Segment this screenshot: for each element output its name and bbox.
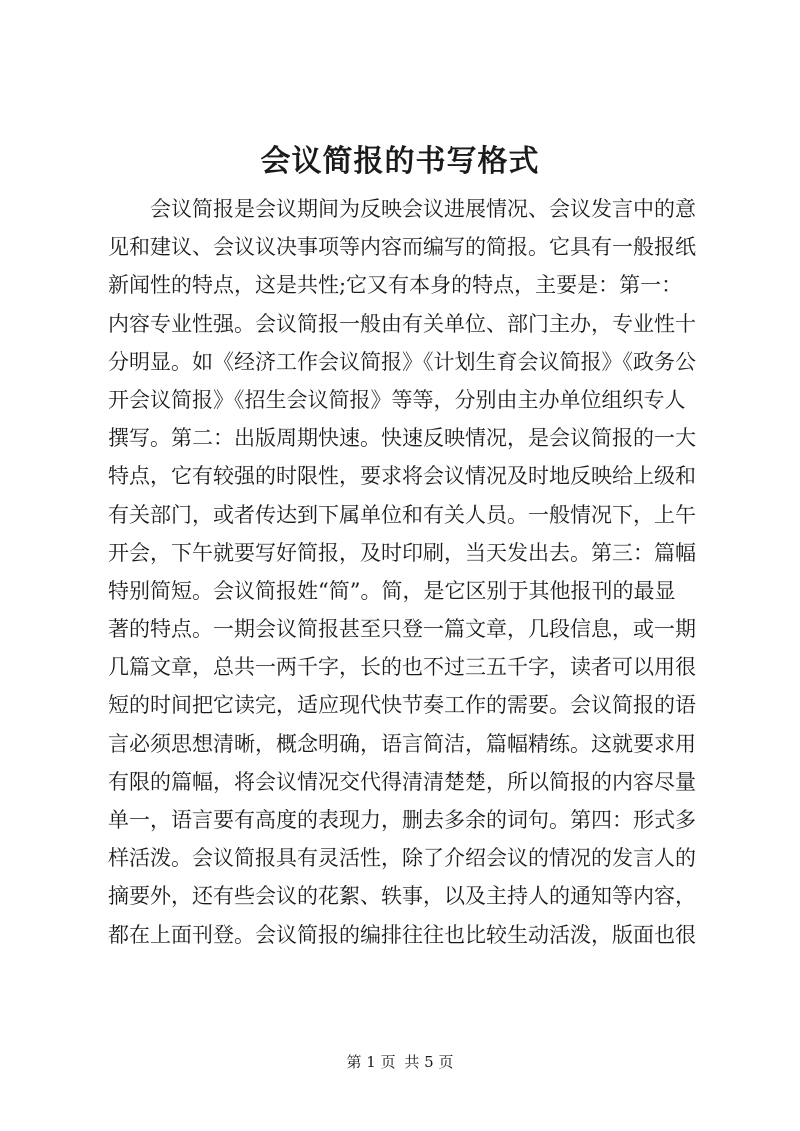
document-title: 会议简报的书写格式: [260, 144, 540, 179]
body-line: 几篇文章，总共一两千字，长的也不过三五千字，读者可以用很: [108, 655, 696, 680]
page-number: 第 1 页: [346, 1053, 396, 1071]
page-total: 共 5 页: [404, 1053, 454, 1071]
body-line: 内容专业性强。会议简报一般由有关单位、部门主办，专业性十: [108, 311, 696, 336]
body-line: 都在上面刊登。会议简报的编排往往也比较生动活泼，版面也很: [108, 922, 696, 947]
body-line: 特别简短。会议简报姓“简”。简，是它区别于其他报刊的最显: [108, 578, 676, 603]
body-line: 著的特点。一期会议简报甚至只登一篇文章，几段信息，或一期: [108, 617, 696, 642]
body-line: 样活泼。会议简报具有灵活性，除了介绍会议的情况的发言人的: [108, 846, 696, 871]
body-line: 开会，下午就要写好简报，及时印刷，当天发出去。第三：篇幅: [108, 540, 696, 565]
body-line: 特点，它有较强的时限性，要求将会议情况及时地反映给上级和: [108, 464, 696, 489]
body-line: 有限的篇幅，将会议情况交代得清清楚楚，所以简报的内容尽量: [108, 769, 696, 794]
body-line: 短的时间把它读完，适应现代快节奏工作的需要。会议简报的语: [108, 693, 696, 718]
body-line: 单一，语言要有高度的表现力，删去多余的词句。第四：形式多: [108, 808, 696, 832]
page-footer: [0, 1052, 800, 1072]
body-line: 言必须思想清晰，概念明确，语言简洁，篇幅精练。这就要求用: [108, 731, 696, 756]
body-line: 新闻性的特点，这是共性;它又有本身的特点，主要是：第一：: [108, 273, 683, 298]
body-line: 见和建议、会议议决事项等内容而编写的简报。它具有一般报纸: [108, 235, 696, 260]
body-line: 摘要外，还有些会议的花絮、轶事，以及主持人的通知等内容，: [108, 884, 696, 909]
body-line: 有关部门，或者传达到下属单位和有关人员。一般情况下，上午: [108, 502, 696, 527]
document-body: [108, 190, 708, 954]
body-line: 会议简报是会议期间为反映会议进展情况、会议发言中的意: [150, 197, 696, 221]
body-line: 分明显。如《经济工作会议简报》《计划生育会议简报》《政务公: [108, 349, 696, 374]
body-line: 开会议简报》《招生会议简报》等等，分别由主办单位组织专人: [108, 387, 686, 412]
body-line: 撰写。第二：出版周期快速。快速反映情况，是会议简报的一大: [108, 426, 696, 451]
